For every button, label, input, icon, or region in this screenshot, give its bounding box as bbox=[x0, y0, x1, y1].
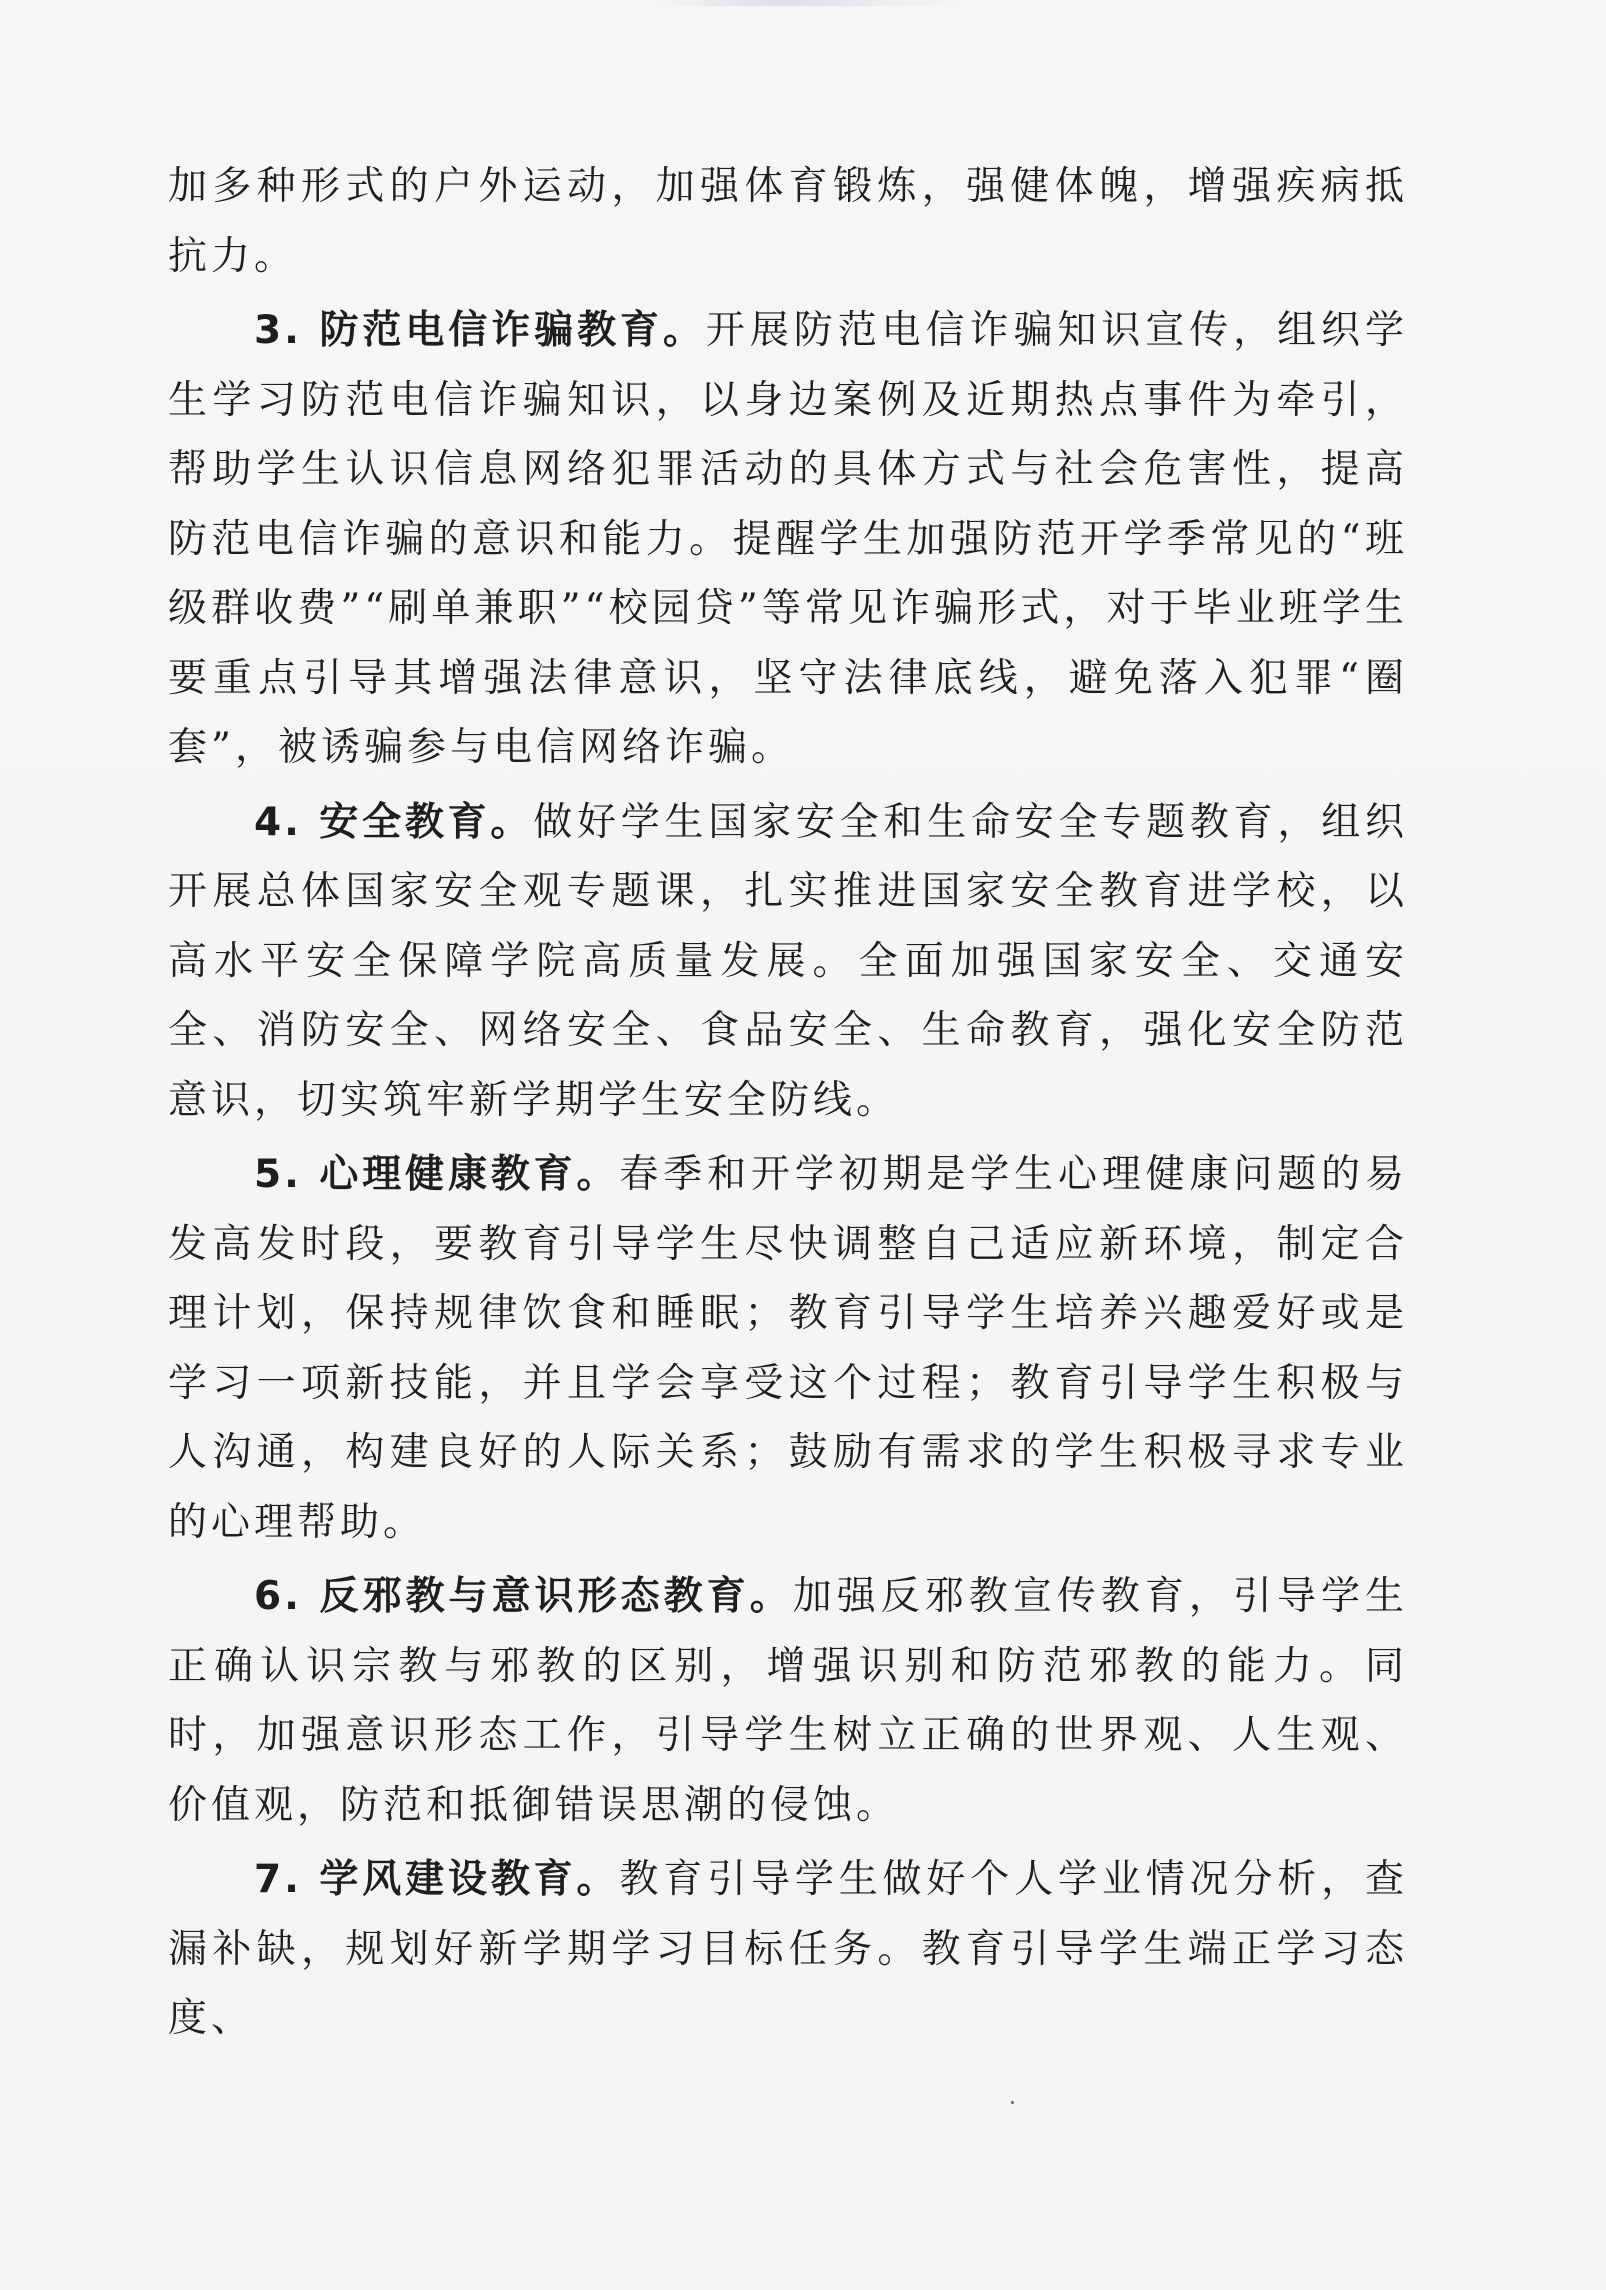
paragraph-anti-cult bbox=[168, 1562, 1408, 1840]
paragraph-body: 春季和开学初期是学生心理健康问题的易发高发时段，要教育引导学生尽快调整自己适应新环境，制定合理计划，保持规律饮食和睡眠；教育引导学生培养兴趣爱好或是学习一项新技能，并且学会享受这个过程；教育引导学生积极与人沟通，构建良好的人际关系；鼓励有需求的学生积极寻求专业的心理帮助。 bbox=[168, 1152, 1408, 1545]
paragraph-body: 加强反邪教宣传教育，引导学生正确认识宗教与邪教的区别，增强识别和防范邪教的能力。同时，加强意识形态工作，引导学生树立正确的世界观、人生观、价值观，防范和抵御错误思潮的侵蚀。 bbox=[168, 1574, 1408, 1828]
paragraph-safety bbox=[168, 788, 1408, 1136]
scan-mark bbox=[650, 0, 970, 6]
paragraph-continuation bbox=[168, 152, 1408, 291]
paragraph-body: 开展防范电信诈骗知识宣传，组织学生学习防范电信诈骗知识，以身边案例及近期热点事件为牵引，帮助学生认识信息网络犯罪活动的具体方式与社会危害性，提高防范电信诈骗的意识和能力。提醒学生加强防范开学季常见的“班级群收费”“刷单兼职”“校园贷”等常见诈骗形式，对于毕业班学生要重点引导其增强法律意识，坚守法律底线，避免落入犯罪“圈套”，被诱骗参与电信网络诈骗。 bbox=[168, 308, 1408, 770]
paragraph-body: 做好学生国家安全和生命安全专题教育，组织开展总体国家安全观专题课，扎实推进国家安全教育进学校，以高水平安全保障学院高质量发展。全面加强国家安全、交通安全、消防安全、网络安全、食品安全、生命教育，强化安全防范意识，切实筑牢新学期学生安全防线。 bbox=[168, 799, 1408, 1123]
document-body bbox=[168, 152, 1408, 2054]
paragraph-study-style bbox=[168, 1845, 1408, 2054]
paragraph-mental-health bbox=[168, 1140, 1408, 1557]
paragraph-heading: 6. 反邪教与意识形态教育。 bbox=[254, 1574, 793, 1619]
scan-speck bbox=[1011, 2101, 1014, 2104]
paragraph-heading: 7. 学风建设教育。 bbox=[254, 1857, 620, 1902]
paragraph-anti-fraud bbox=[168, 296, 1408, 783]
paragraph-body: 加多种形式的户外运动，加强体育锻炼，强健体魄，增强疾病抵抗力。 bbox=[168, 164, 1408, 279]
paragraph-body: 教育引导学生做好个人学业情况分析，查漏补缺，规划好新学期学习目标任务。教育引导学生端正学习态度、 bbox=[168, 1857, 1408, 2041]
paragraph-heading: 4. 安全教育。 bbox=[254, 799, 534, 845]
paragraph-heading: 3. 防范电信诈骗教育。 bbox=[254, 308, 706, 353]
paragraph-heading: 5. 心理健康教育。 bbox=[254, 1152, 620, 1197]
